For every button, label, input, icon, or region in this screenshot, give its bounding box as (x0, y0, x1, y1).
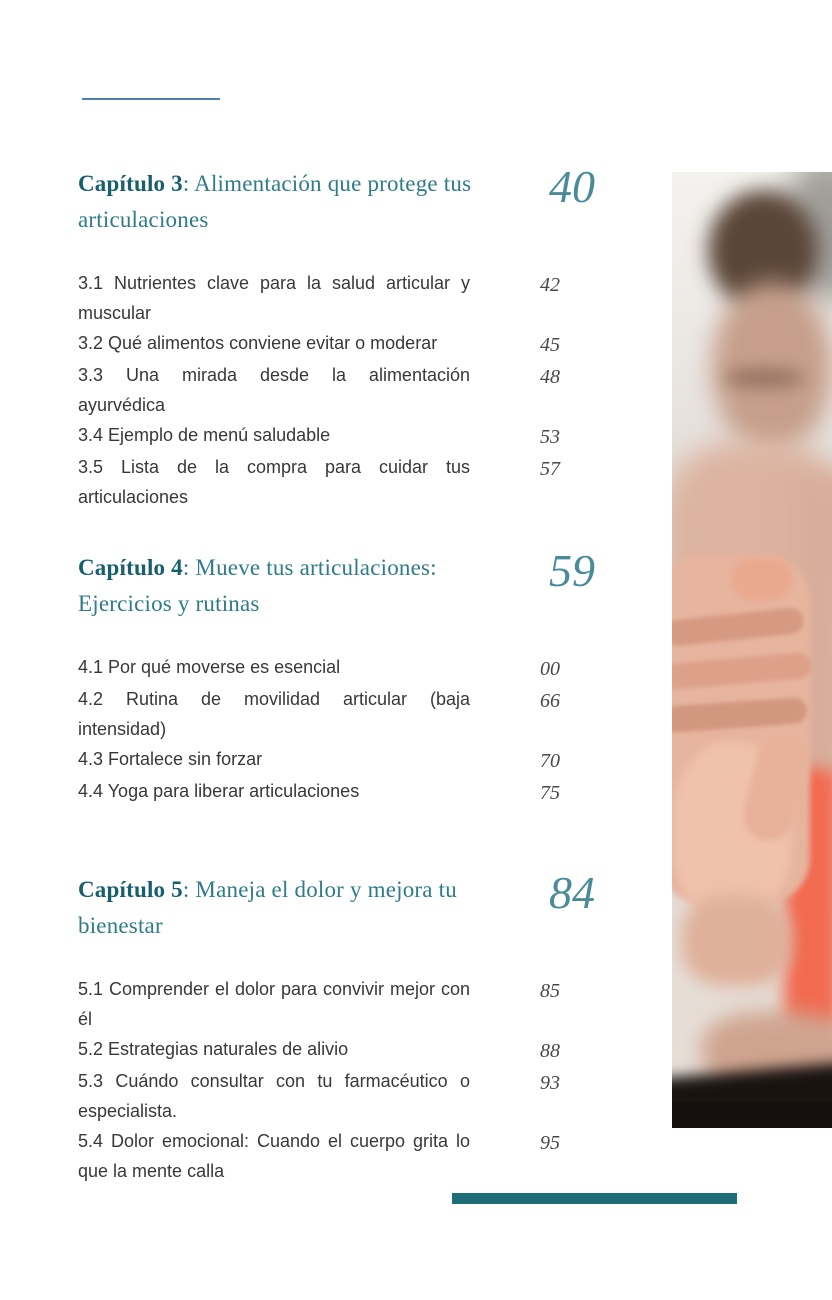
toc-section (78, 161, 595, 512)
toc-entry (78, 420, 595, 452)
stretching-hands-photo (672, 172, 832, 1128)
toc-entry (78, 776, 595, 808)
chapter-entries (78, 652, 595, 808)
toc-entry-label: 3.4 Ejemplo de menú saludable (78, 425, 331, 445)
toc-entry-label: 3.3 Una mirada desde la alimentación ayurvédica (78, 365, 470, 415)
chapter-heading (78, 872, 508, 944)
toc-entry-page-number: 57 (540, 458, 560, 480)
photo-fingertips (732, 558, 792, 600)
toc-entry (78, 652, 595, 684)
toc-entry (78, 1126, 595, 1186)
toc-entry (78, 328, 595, 360)
toc-section (78, 545, 595, 808)
chapter-row (78, 161, 595, 238)
chapter-title: : Mueve tus articulaciones: Ejercicios y rutinas (78, 555, 437, 616)
toc-entry-page-number: 85 (540, 980, 560, 1002)
toc-entry-page-number: 88 (540, 1040, 560, 1062)
toc-entry-label: 4.3 Fortalece sin forzar (78, 749, 263, 769)
toc-entry-page-number: 66 (540, 690, 560, 712)
toc-entry-page-number: 70 (540, 750, 560, 772)
divider-line (82, 98, 220, 100)
chapter-page-number: 40 (549, 161, 595, 212)
chapter-heading (78, 166, 508, 238)
toc-entry-page-number: 45 (540, 334, 560, 356)
toc-entry-page-number: 93 (540, 1072, 560, 1094)
toc-entry-label: 5.2 Estrategias naturales de alivio (78, 1039, 349, 1059)
toc-entry-page-number: 95 (540, 1132, 560, 1154)
toc-entry-label: 5.1 Comprender el dolor para convivir mejor con él (78, 979, 470, 1029)
toc-entry-label: 5.4 Dolor emocional: Cuando el cuerpo grita lo que la mente calla (78, 1131, 470, 1181)
toc-entry-page-number: 42 (540, 274, 560, 296)
toc-entry (78, 744, 595, 776)
table-of-contents (78, 161, 595, 1186)
chapter-label: Capítulo 3 (78, 171, 183, 196)
toc-entry (78, 360, 595, 420)
toc-entry-label: 3.2 Qué alimentos conviene evitar o moderar (78, 333, 438, 353)
chapter-heading (78, 550, 508, 622)
chapter-row (78, 545, 595, 622)
toc-entry (78, 1066, 595, 1126)
toc-entry-page-number: 75 (540, 782, 560, 804)
chapter-title: : Maneja el dolor y mejora tu bienestar (78, 877, 457, 938)
chapter-page-number: 84 (549, 867, 595, 918)
footer-accent-bar (452, 1193, 737, 1204)
toc-entry-label: 3.5 Lista de la compra para cuidar tus articulaciones (78, 457, 470, 507)
photo-eyes (724, 368, 804, 388)
chapter-label: Capítulo 5 (78, 877, 183, 902)
toc-entry (78, 452, 595, 512)
toc-entry (78, 974, 595, 1034)
chapter-label: Capítulo 4 (78, 555, 183, 580)
toc-entry-page-number: 48 (540, 366, 560, 388)
toc-entry-label: 4.2 Rutina de movilidad articular (baja intensidad) (78, 689, 470, 739)
photo-dark-clothing (672, 1102, 832, 1128)
toc-entry-label: 4.4 Yoga para liberar articulaciones (78, 781, 360, 801)
toc-entry (78, 684, 595, 744)
toc-entry (78, 268, 595, 328)
photo-face (712, 282, 832, 452)
chapter-title: : Alimentación que protege tus articulaciones (78, 171, 472, 232)
toc-entry (78, 1034, 595, 1066)
chapter-entries (78, 974, 595, 1186)
toc-entry-label: 5.3 Cuándo consultar con tu farmacéutico o especialista. (78, 1071, 470, 1121)
photo-wrist (682, 896, 792, 986)
toc-entry-page-number: 53 (540, 426, 560, 448)
chapter-page-number: 59 (549, 545, 595, 596)
toc-entry-page-number: 00 (540, 658, 560, 680)
chapter-entries (78, 268, 595, 512)
toc-entry-label: 4.1 Por qué moverse es esencial (78, 657, 341, 677)
chapter-row (78, 867, 595, 944)
toc-entry-label: 3.1 Nutrientes clave para la salud articular y muscular (78, 273, 470, 323)
toc-section (78, 867, 595, 1186)
